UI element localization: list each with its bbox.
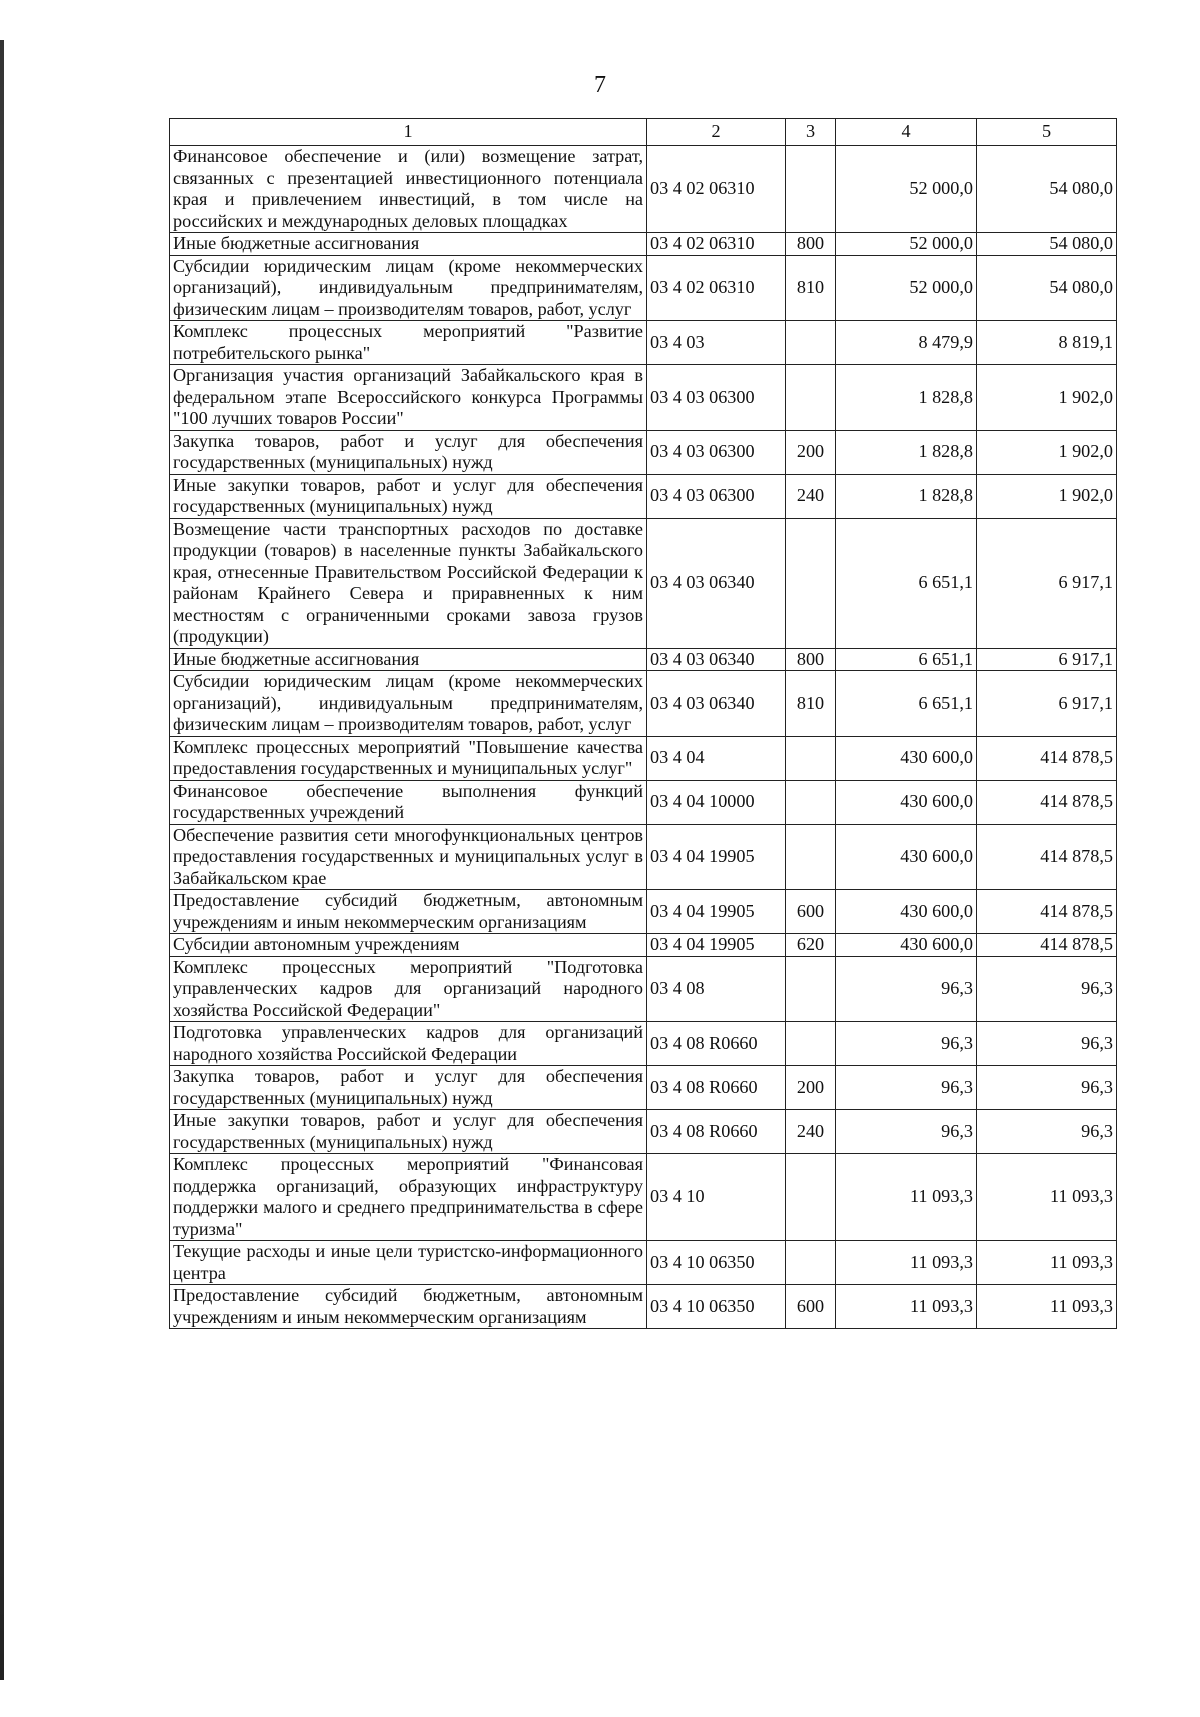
amount-year1-cell: 52 000,0 bbox=[836, 255, 977, 321]
scan-edge-shadow bbox=[0, 40, 4, 1680]
target-code-cell: 03 4 02 06310 bbox=[647, 146, 786, 233]
table-row bbox=[170, 890, 1117, 934]
header-cell-5: 5 bbox=[977, 119, 1117, 146]
table-row bbox=[170, 736, 1117, 780]
table-row bbox=[170, 824, 1117, 890]
expense-type-cell bbox=[786, 1022, 836, 1066]
expense-type-cell bbox=[786, 365, 836, 431]
expense-name-cell: Комплекс процессных мероприятий "Повышение качества предоставления государственных и муниципальных услуг" bbox=[170, 736, 647, 780]
expense-name-cell: Комплекс процессных мероприятий "Развитие потребительского рынка" bbox=[170, 321, 647, 365]
expense-type-cell bbox=[786, 1241, 836, 1285]
amount-year1-cell: 430 600,0 bbox=[836, 780, 977, 824]
table-row bbox=[170, 1110, 1117, 1154]
table-row bbox=[170, 1285, 1117, 1329]
header-cell-1: 1 bbox=[170, 119, 647, 146]
expense-name-cell: Закупка товаров, работ и услуг для обеспечения государственных (муниципальных) нужд bbox=[170, 430, 647, 474]
table-row bbox=[170, 430, 1117, 474]
expense-name-cell: Комплекс процессных мероприятий "Подготовка управленческих кадров для организаций народного хозяйства Российской Федерации" bbox=[170, 956, 647, 1022]
table-row bbox=[170, 934, 1117, 957]
target-code-cell: 03 4 04 19905 bbox=[647, 890, 786, 934]
amount-year1-cell: 430 600,0 bbox=[836, 824, 977, 890]
expense-type-cell bbox=[786, 1154, 836, 1241]
amount-year2-cell: 96,3 bbox=[977, 956, 1117, 1022]
expense-name-cell: Возмещение части транспортных расходов по доставке продукции (товаров) в населенные пункты Забайкальского края, отнесенные Правительством Российской Федерации к районам Крайнего Севера и приравненных к ним местностям с ограниченными сроками завоза грузов (продукции) bbox=[170, 518, 647, 648]
amount-year1-cell: 11 093,3 bbox=[836, 1154, 977, 1241]
expense-name-cell: Обеспечение развития сети многофункциональных центров предоставления государственных и муниципальных услуг в Забайкальском крае bbox=[170, 824, 647, 890]
expense-name-cell: Предоставление субсидий бюджетным, автономным учреждениям и иным некоммерческим организациям bbox=[170, 1285, 647, 1329]
expense-name-cell: Субсидии юридическим лицам (кроме некоммерческих организаций), индивидуальным предпринимателям, физическим лицам – производителям товаров, работ, услуг bbox=[170, 671, 647, 737]
target-code-cell: 03 4 04 bbox=[647, 736, 786, 780]
amount-year2-cell: 6 917,1 bbox=[977, 648, 1117, 671]
amount-year2-cell: 6 917,1 bbox=[977, 518, 1117, 648]
expense-name-cell: Субсидии автономным учреждениям bbox=[170, 934, 647, 957]
expense-type-cell: 200 bbox=[786, 1066, 836, 1110]
target-code-cell: 03 4 03 06340 bbox=[647, 518, 786, 648]
expense-name-cell: Иные бюджетные ассигнования bbox=[170, 233, 647, 256]
target-code-cell: 03 4 08 R0660 bbox=[647, 1066, 786, 1110]
table-header-row bbox=[170, 119, 1117, 146]
expense-type-cell bbox=[786, 518, 836, 648]
amount-year2-cell: 414 878,5 bbox=[977, 934, 1117, 957]
table-row bbox=[170, 146, 1117, 233]
amount-year1-cell: 96,3 bbox=[836, 1022, 977, 1066]
table-row bbox=[170, 1154, 1117, 1241]
target-code-cell: 03 4 10 bbox=[647, 1154, 786, 1241]
table-row bbox=[170, 321, 1117, 365]
header-cell-2: 2 bbox=[647, 119, 786, 146]
expense-type-cell: 600 bbox=[786, 1285, 836, 1329]
target-code-cell: 03 4 03 06300 bbox=[647, 474, 786, 518]
table-row bbox=[170, 255, 1117, 321]
expense-name-cell: Подготовка управленческих кадров для организаций народного хозяйства Российской Федерации bbox=[170, 1022, 647, 1066]
amount-year2-cell: 414 878,5 bbox=[977, 824, 1117, 890]
expense-type-cell bbox=[786, 736, 836, 780]
expense-type-cell bbox=[786, 824, 836, 890]
target-code-cell: 03 4 03 06340 bbox=[647, 648, 786, 671]
amount-year2-cell: 54 080,0 bbox=[977, 233, 1117, 256]
target-code-cell: 03 4 08 R0660 bbox=[647, 1022, 786, 1066]
amount-year2-cell: 1 902,0 bbox=[977, 474, 1117, 518]
amount-year1-cell: 1 828,8 bbox=[836, 474, 977, 518]
expense-name-cell: Иные бюджетные ассигнования bbox=[170, 648, 647, 671]
expense-type-cell: 810 bbox=[786, 255, 836, 321]
page-number: 7 bbox=[594, 72, 606, 98]
amount-year1-cell: 1 828,8 bbox=[836, 365, 977, 431]
amount-year1-cell: 96,3 bbox=[836, 956, 977, 1022]
table-row bbox=[170, 1066, 1117, 1110]
amount-year1-cell: 52 000,0 bbox=[836, 233, 977, 256]
table-row bbox=[170, 1241, 1117, 1285]
expense-type-cell: 200 bbox=[786, 430, 836, 474]
amount-year2-cell: 6 917,1 bbox=[977, 671, 1117, 737]
table-row bbox=[170, 233, 1117, 256]
amount-year1-cell: 11 093,3 bbox=[836, 1285, 977, 1329]
amount-year2-cell: 8 819,1 bbox=[977, 321, 1117, 365]
amount-year2-cell: 414 878,5 bbox=[977, 890, 1117, 934]
amount-year1-cell: 96,3 bbox=[836, 1110, 977, 1154]
expense-name-cell: Финансовое обеспечение выполнения функций государственных учреждений bbox=[170, 780, 647, 824]
expense-name-cell: Текущие расходы и иные цели туристско-информационного центра bbox=[170, 1241, 647, 1285]
expense-type-cell: 800 bbox=[786, 233, 836, 256]
header-cell-3: 3 bbox=[786, 119, 836, 146]
amount-year1-cell: 6 651,1 bbox=[836, 518, 977, 648]
table-row bbox=[170, 1022, 1117, 1066]
budget-table bbox=[169, 118, 1117, 1329]
target-code-cell: 03 4 10 06350 bbox=[647, 1285, 786, 1329]
table-row bbox=[170, 956, 1117, 1022]
expense-name-cell: Финансовое обеспечение и (или) возмещение затрат, связанных с презентацией инвестиционного потенциала края и привлечением инвестиций, в том числе на российских и международных деловых площадках bbox=[170, 146, 647, 233]
target-code-cell: 03 4 08 bbox=[647, 956, 786, 1022]
expense-type-cell: 240 bbox=[786, 474, 836, 518]
target-code-cell: 03 4 03 06300 bbox=[647, 430, 786, 474]
amount-year1-cell: 8 479,9 bbox=[836, 321, 977, 365]
table-row bbox=[170, 780, 1117, 824]
amount-year2-cell: 11 093,3 bbox=[977, 1154, 1117, 1241]
amount-year2-cell: 414 878,5 bbox=[977, 780, 1117, 824]
expense-type-cell bbox=[786, 321, 836, 365]
expense-type-cell bbox=[786, 146, 836, 233]
expense-name-cell: Предоставление субсидий бюджетным, автономным учреждениям и иным некоммерческим организациям bbox=[170, 890, 647, 934]
table-row bbox=[170, 671, 1117, 737]
expense-name-cell: Комплекс процессных мероприятий "Финансовая поддержка организаций, образующих инфраструктуру поддержки малого и среднего предпринимательства в сфере туризма" bbox=[170, 1154, 647, 1241]
header-cell-4: 4 bbox=[836, 119, 977, 146]
expense-name-cell: Закупка товаров, работ и услуг для обеспечения государственных (муниципальных) нужд bbox=[170, 1066, 647, 1110]
amount-year2-cell: 11 093,3 bbox=[977, 1285, 1117, 1329]
amount-year2-cell: 414 878,5 bbox=[977, 736, 1117, 780]
amount-year2-cell: 11 093,3 bbox=[977, 1241, 1117, 1285]
amount-year1-cell: 6 651,1 bbox=[836, 671, 977, 737]
target-code-cell: 03 4 03 06300 bbox=[647, 365, 786, 431]
target-code-cell: 03 4 08 R0660 bbox=[647, 1110, 786, 1154]
target-code-cell: 03 4 03 06340 bbox=[647, 671, 786, 737]
expense-type-cell: 810 bbox=[786, 671, 836, 737]
amount-year2-cell: 1 902,0 bbox=[977, 365, 1117, 431]
amount-year1-cell: 430 600,0 bbox=[836, 890, 977, 934]
amount-year1-cell: 11 093,3 bbox=[836, 1241, 977, 1285]
amount-year2-cell: 1 902,0 bbox=[977, 430, 1117, 474]
target-code-cell: 03 4 03 bbox=[647, 321, 786, 365]
target-code-cell: 03 4 04 19905 bbox=[647, 824, 786, 890]
target-code-cell: 03 4 02 06310 bbox=[647, 233, 786, 256]
expense-name-cell: Организация участия организаций Забайкальского края в федеральном этапе Всероссийского конкурса Программы "100 лучших товаров России" bbox=[170, 365, 647, 431]
expense-name-cell: Иные закупки товаров, работ и услуг для обеспечения государственных (муниципальных) нужд bbox=[170, 1110, 647, 1154]
expense-name-cell: Субсидии юридическим лицам (кроме некоммерческих организаций), индивидуальным предпринимателям, физическим лицам – производителям товаров, работ, услуг bbox=[170, 255, 647, 321]
amount-year1-cell: 430 600,0 bbox=[836, 934, 977, 957]
amount-year1-cell: 96,3 bbox=[836, 1066, 977, 1110]
expense-type-cell: 800 bbox=[786, 648, 836, 671]
table-row bbox=[170, 474, 1117, 518]
expense-type-cell bbox=[786, 956, 836, 1022]
amount-year2-cell: 96,3 bbox=[977, 1066, 1117, 1110]
amount-year2-cell: 96,3 bbox=[977, 1022, 1117, 1066]
amount-year1-cell: 430 600,0 bbox=[836, 736, 977, 780]
expense-type-cell bbox=[786, 780, 836, 824]
amount-year2-cell: 54 080,0 bbox=[977, 146, 1117, 233]
table-row bbox=[170, 648, 1117, 671]
amount-year1-cell: 52 000,0 bbox=[836, 146, 977, 233]
target-code-cell: 03 4 02 06310 bbox=[647, 255, 786, 321]
table-row bbox=[170, 518, 1117, 648]
amount-year1-cell: 1 828,8 bbox=[836, 430, 977, 474]
expense-type-cell: 600 bbox=[786, 890, 836, 934]
expense-type-cell: 620 bbox=[786, 934, 836, 957]
target-code-cell: 03 4 10 06350 bbox=[647, 1241, 786, 1285]
expense-type-cell: 240 bbox=[786, 1110, 836, 1154]
target-code-cell: 03 4 04 19905 bbox=[647, 934, 786, 957]
expense-name-cell: Иные закупки товаров, работ и услуг для обеспечения государственных (муниципальных) нужд bbox=[170, 474, 647, 518]
amount-year2-cell: 54 080,0 bbox=[977, 255, 1117, 321]
budget-table-body bbox=[170, 119, 1117, 1329]
amount-year2-cell: 96,3 bbox=[977, 1110, 1117, 1154]
target-code-cell: 03 4 04 10000 bbox=[647, 780, 786, 824]
amount-year1-cell: 6 651,1 bbox=[836, 648, 977, 671]
table-row bbox=[170, 365, 1117, 431]
